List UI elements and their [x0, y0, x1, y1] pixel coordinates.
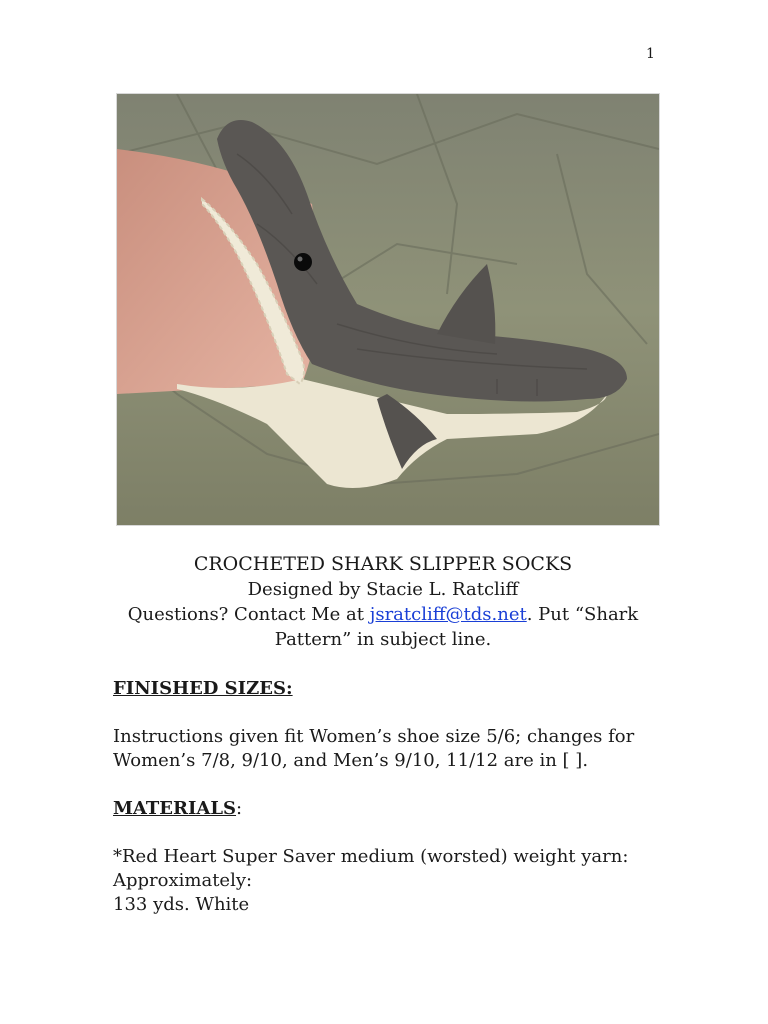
materials-heading: MATERIALS: [113, 798, 237, 819]
materials-line-1: *Red Heart Super Saver medium (worsted) weight yarn:: [113, 846, 629, 867]
email-link[interactable]: jsratcliff@tds.net: [369, 604, 527, 625]
title-block: [113, 552, 653, 652]
materials-line-3: 133 yds. White: [113, 894, 250, 915]
materials-heading-row: [113, 797, 673, 821]
page-number: 1: [646, 46, 655, 62]
shark-eye: [294, 253, 312, 271]
finished-sizes-section: [113, 677, 673, 773]
contact-suffix: . Put “Shark Pattern” in subject line.: [274, 604, 639, 650]
finished-sizes-text-line2: Women’s 7/8, 9/10, and Men’s 9/10, 11/12 are in [ ].: [113, 750, 589, 771]
finished-sizes-heading: FINISHED SIZES:: [113, 678, 293, 699]
contact-prefix: Questions? Contact Me at: [127, 604, 370, 625]
document-title: CROCHETED SHARK SLIPPER SOCKS: [193, 553, 573, 575]
materials-heading-colon: :: [236, 798, 243, 819]
materials-section: [113, 797, 673, 917]
designer-credit: Designed by Stacie L. Ratcliff: [247, 579, 519, 600]
finished-sizes-text-line1: Instructions given fit Women’s shoe size 5/6; changes for: [113, 726, 635, 747]
shark-slipper-photo: [116, 93, 660, 526]
contact-line: [113, 602, 653, 652]
materials-line-2: Approximately:: [113, 870, 253, 891]
